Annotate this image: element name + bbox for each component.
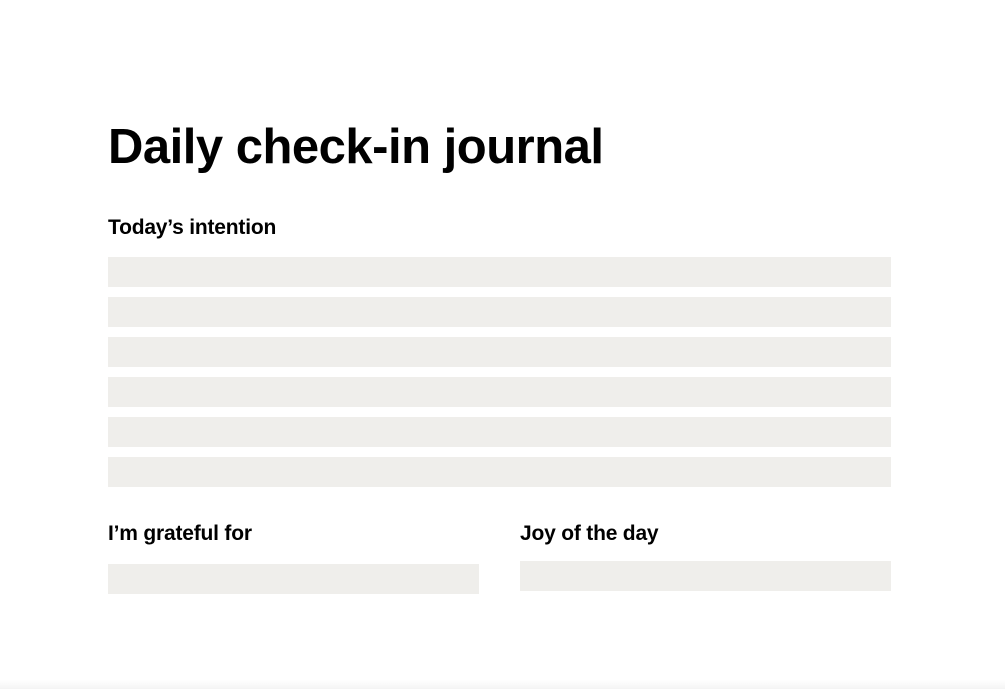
placeholder-line[interactable] bbox=[108, 377, 891, 407]
journal-page bbox=[0, 120, 1005, 689]
placeholder-line[interactable] bbox=[108, 297, 891, 327]
placeholder-line[interactable] bbox=[108, 417, 891, 447]
section-joy bbox=[520, 521, 891, 594]
placeholder-line[interactable] bbox=[108, 257, 891, 287]
section-heading-joy: Joy of the day bbox=[520, 522, 659, 545]
section-todays-intention bbox=[108, 215, 891, 487]
bottom-fade bbox=[0, 680, 1005, 689]
bottom-columns bbox=[108, 521, 891, 594]
section-heading-grateful: I’m grateful for bbox=[108, 522, 252, 545]
section-heading-todays-intention: Today’s intention bbox=[108, 216, 277, 239]
section-grateful bbox=[108, 521, 479, 594]
placeholder-line[interactable] bbox=[108, 457, 891, 487]
placeholder-line[interactable] bbox=[108, 337, 891, 367]
page-content bbox=[0, 120, 1005, 594]
grateful-lines bbox=[108, 564, 479, 594]
placeholder-line[interactable] bbox=[108, 564, 479, 594]
page-title: Daily check-in journal bbox=[108, 120, 604, 174]
intention-lines bbox=[108, 257, 891, 487]
